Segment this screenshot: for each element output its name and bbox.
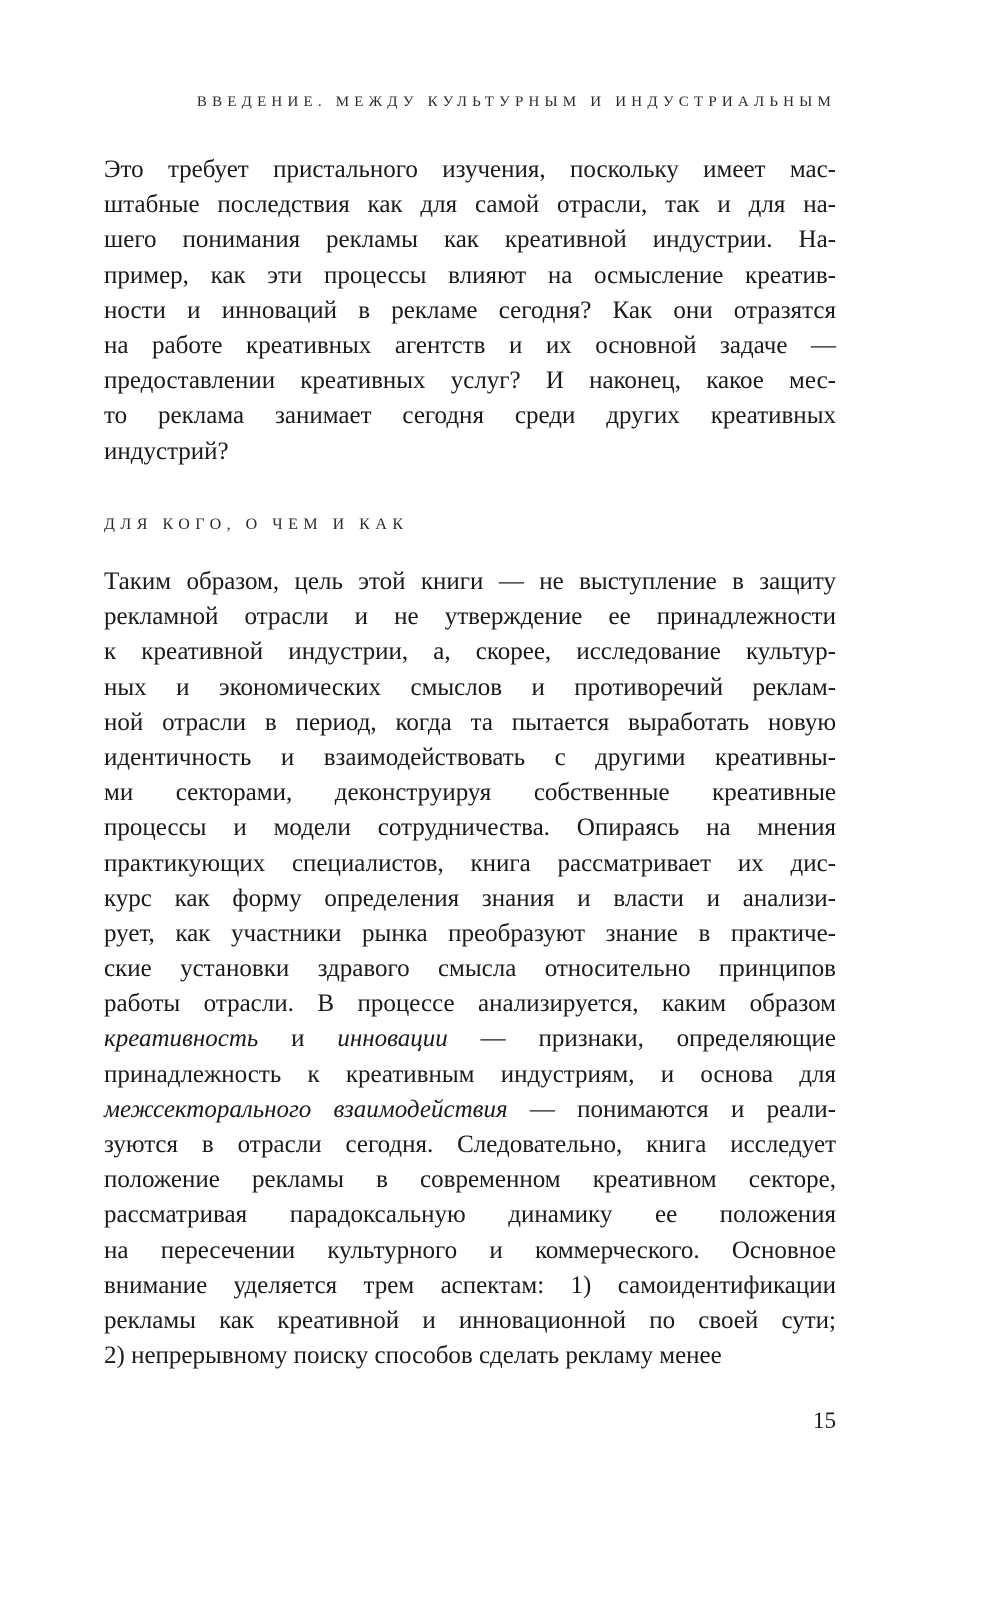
text-line: ские установки здравого смысла относительно принципов (104, 955, 836, 983)
text-line: то реклама занимает сегодня среди других креативных (104, 402, 836, 430)
section-heading: ДЛЯ КОГО, О ЧЕМ И КАК (104, 516, 409, 533)
text-line: предоставлении креативных услуг? И наконец, какое мес- (104, 367, 836, 395)
text-line: положение рекламы в современном креативном секторе, (104, 1166, 836, 1194)
text-line: зуются в отрасли сегодня. Следовательно, книга исследует (104, 1131, 836, 1158)
text-line: внимание уделяется трем аспектам: 1) самоидентификации (104, 1271, 836, 1299)
text-run: — признаки, определяющие (447, 1025, 836, 1053)
text-line: работы отрасли. В процессе анализируется, каким образом (104, 990, 836, 1018)
text-line: практикующих специалистов, книга рассматривает их дис- (104, 849, 836, 877)
text-line: шего понимания рекламы как креативной индустрии. На- (104, 226, 836, 254)
text-run: и (258, 1025, 338, 1053)
text-line: идентичность и взаимодействовать с другими креативны- (104, 743, 836, 771)
text-line: ной отрасли в период, когда та пытается выработать новую (104, 708, 836, 736)
text-line: курс как форму определения знания и власти и анализи- (104, 884, 836, 912)
text-line: на пересечении культурного и коммерческого. Основное (104, 1236, 836, 1264)
text-line: процессы и модели сотрудничества. Опираясь на мнения (104, 814, 836, 842)
text-line: Это требует пристального изучения, поскольку имеет мас- (104, 156, 836, 183)
text-line: пример, как эти процессы влияют на осмысление креатив- (104, 261, 836, 289)
page-number: 15 (813, 1408, 836, 1433)
text-line (104, 1021, 836, 1056)
text-line: рассматривая парадоксальную динамику ее положения (104, 1201, 836, 1229)
text-line: ных и экономических смыслов и противоречий реклам- (104, 673, 836, 701)
paragraph-1 (104, 152, 836, 469)
italic-term: инновации (337, 1025, 448, 1053)
text-line: ности и инноваций в рекламе сегодня? Как они отразятся (104, 296, 836, 324)
text-line (104, 1092, 836, 1127)
italic-term: межсекторального взаимодействия (104, 1095, 508, 1123)
text-line: рекламы как креативной и инновационной по своей сути; (104, 1306, 836, 1334)
text-line: принадлежность к креативным индустриям, и основа для (104, 1060, 836, 1088)
running-head: ВВЕДЕНИЕ. МЕЖДУ КУЛЬТУРНЫМ И ИНДУСТРИАЛЬНЫМ (196, 94, 836, 110)
text-line: штабные последствия как для самой отрасли, так и для на- (104, 191, 836, 219)
text-line: индустрий? (104, 437, 229, 465)
text-line: рекламной отрасли и не утверждение ее принадлежности (104, 603, 836, 631)
paragraph-2 (104, 564, 836, 1373)
text-line: рует, как участники рынка преобразуют знание в практиче- (104, 919, 836, 947)
text-line: 2) непрерывному поиску способов сделать рекламу менее (104, 1342, 722, 1370)
text-run: — понимаются и реали- (507, 1095, 836, 1123)
italic-term: креативность (104, 1025, 259, 1053)
text-line: на работе креативных агентств и их основной задаче — (104, 331, 836, 359)
text-line: к креативной индустрии, а, скорее, исследование культур- (104, 638, 836, 666)
text-line: Таким образом, цель этой книги — не выступление в защиту (104, 568, 836, 595)
text-line: ми секторами, деконструируя собственные креативные (104, 779, 836, 807)
